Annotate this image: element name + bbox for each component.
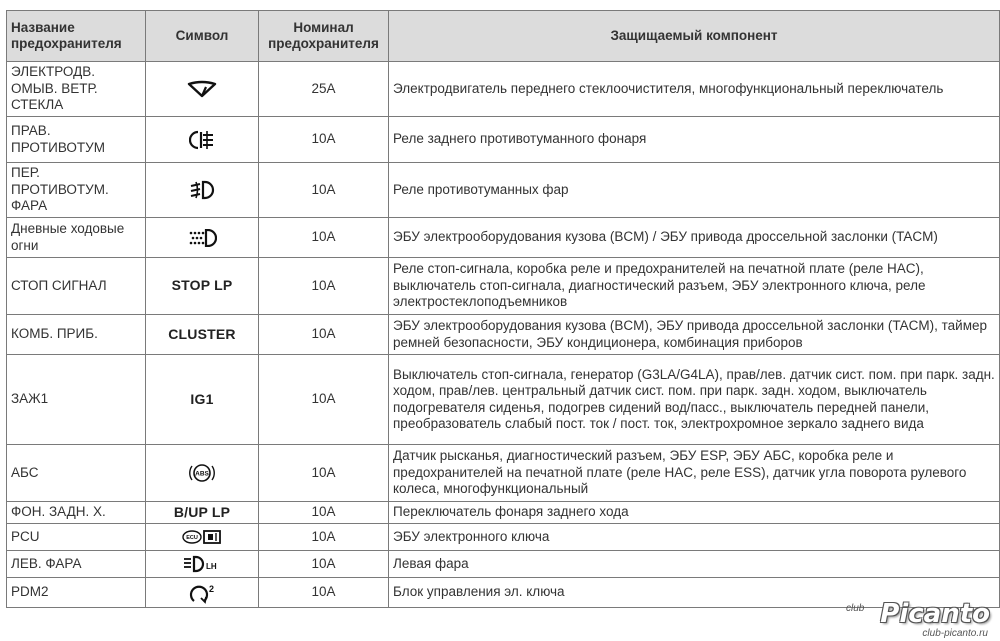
table-row [7,258,1000,315]
fuse-symbol [146,117,259,163]
fuse-symbol [146,524,259,551]
symbol-label: CLUSTER [168,325,236,342]
fuse-component: Блок управления эл. ключа [389,578,1000,608]
fuse-component: Датчик рысканья, диагностический разъем, ЭБУ ESP, ЭБУ АБС, коробка реле и предохранителей на печатной плате (реле HAC, реле ESS), датчик угла поворота рулевого колеса, многофункциональный [389,445,1000,502]
lh-glyph: LH [206,562,217,571]
headlamp-lh-icon [183,555,221,573]
header-component: Защищаемый компонент [389,11,1000,62]
fuse-component: Реле заднего противотуманного фонаря [389,117,1000,163]
header-fuse-name: Название предохранителя [7,11,146,62]
symbol-label: STOP LP [171,277,233,294]
rear-fog-lamp-icon [189,130,215,150]
fuse-name: ЗАЖ1 [7,355,146,445]
table-row [7,524,1000,551]
fuse-component: Реле противотуманных фар [389,163,1000,218]
fuse-symbol [146,218,259,258]
fuse-rating: 25A [259,62,389,117]
fuse-component: Электродвигатель переднего стеклоочистителя, многофункциональный переключатель [389,62,1000,117]
fuse-name: ПЕР. ПРОТИВОТУМ. ФАРА [7,163,146,218]
fuse-symbol [146,355,259,445]
fuse-rating: 10A [259,578,389,608]
fuse-component: ЭБУ электронного ключа [389,524,1000,551]
front-fog-lamp-icon [189,180,215,200]
fuse-symbol [146,315,259,355]
fuse-name: КОМБ. ПРИБ. [7,315,146,355]
table-row [7,315,1000,355]
ecu-glyph: ECU [186,535,198,541]
symbol-label: IG1 [190,390,214,407]
smart-key-ecu-icon [182,528,222,546]
header-rating: Номинал предохранителя [259,11,389,62]
abs-icon [187,461,217,485]
fuse-name: ЛЕВ. ФАРА [7,551,146,578]
fuse-symbol [146,502,259,524]
fuse-name: ЭЛЕКТРОДВ. ОМЫВ. ВЕТР. СТЕКЛА [7,62,146,117]
table-row [7,62,1000,117]
fuse-symbol [146,258,259,315]
table-row [7,218,1000,258]
fuse-rating: 10A [259,502,389,524]
fuse-rating: 10A [259,445,389,502]
table-row [7,355,1000,445]
fuse-name: АБС [7,445,146,502]
abs-glyph: ABS [195,470,209,478]
fuse-rating: 10A [259,524,389,551]
watermark-club-text: club [846,603,865,614]
fuse-symbol [146,62,259,117]
fuse-name: Дневные ходовые огни [7,218,146,258]
fuse-rating: 10A [259,117,389,163]
fuse-component: Реле стоп-сигнала, коробка реле и предохранителей на печатной плате (реле HAC), выключатель стоп-сигнала, диагностический разъем, ЭБУ электронного ключа, реле электростеклоподъемников [389,258,1000,315]
fuse-component: Переключатель фонаря заднего хода [389,502,1000,524]
fuse-symbol [146,551,259,578]
fuse-symbol [146,163,259,218]
table-row [7,445,1000,502]
fuse-rating: 10A [259,315,389,355]
fuse-component: Выключатель стоп-сигнала, генератор (G3LA/G4LA), прав/лев. датчик сист. пом. при парк. задн. ходом, прав/лев. центральный датчик сист. пом. при парк. задн. ходом, выключатель подогревателя сиденья, подогрев сидений вод/пасс., выключатель передней панели, преобразователь слабый пост. ток / пост. ток, электрохромное зеркало заднего вида [389,355,1000,445]
fuse-name: СТОП СИГНАЛ [7,258,146,315]
table-row [7,502,1000,524]
fuse-name: ФОН. ЗАДН. Х. [7,502,146,524]
fuse-rating: 10A [259,258,389,315]
fuse-name: ПРАВ. ПРОТИВОТУМ [7,117,146,163]
watermark-site-text: club-picanto.ru [922,628,988,639]
watermark-brand-text: Picanto [880,599,990,629]
header-symbol: Символ [146,11,259,62]
table-header-row [7,11,1000,62]
fuse-rating: 10A [259,218,389,258]
symbol-label: B/UP LP [173,503,231,520]
daytime-running-light-icon [187,229,217,247]
fuse-rating: 10A [259,355,389,445]
table-row [7,163,1000,218]
fuse-table [6,10,1000,608]
table-row [7,117,1000,163]
pdm-glyph: 2 [209,583,215,594]
fuse-name: PDM2 [7,578,146,608]
fuse-component: ЭБУ электрооборудования кузова (BCM), ЭБУ привода дроссельной заслонки (TACM), таймер ремней безопасности, ЭБУ кондиционера, комбинация приборов [389,315,1000,355]
fuse-rating: 10A [259,163,389,218]
fuse-name: PCU [7,524,146,551]
table-row [7,551,1000,578]
power-distribution-icon [185,582,219,604]
fuse-component: Левая фара [389,551,1000,578]
fuse-symbol [146,445,259,502]
wiper-icon [187,80,217,98]
fuse-component: ЭБУ электрооборудования кузова (BCM) / ЭБУ привода дроссельной заслонки (TACM) [389,218,1000,258]
fuse-symbol [146,578,259,608]
fuse-rating: 10A [259,551,389,578]
club-picanto-watermark [844,599,994,639]
